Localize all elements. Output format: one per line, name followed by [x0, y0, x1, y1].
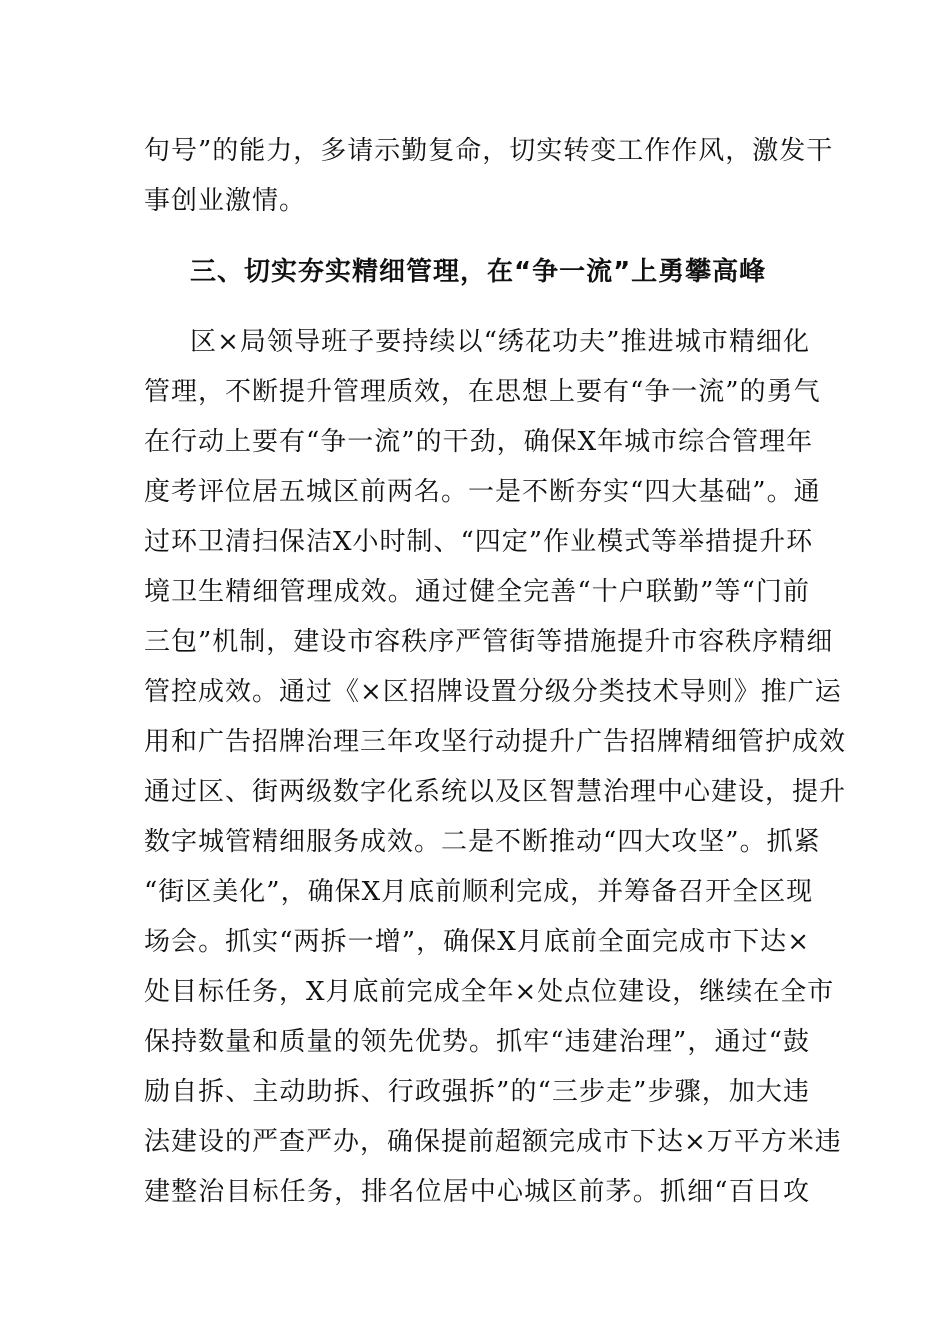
text-line: 场会。抓实“两拆一增”，确保X月底前全面完成市下达× — [144, 927, 810, 957]
text-line: 管理，不断提升管理质效，在思想上要有“争一流”的勇气 — [144, 377, 821, 407]
document-page — [144, 126, 847, 1217]
text-line: 管控成效。通过《×区招牌设置分级分类技术导则》推广运 — [144, 677, 842, 707]
text-line: 建整治目标任务，排名位居中心城区前茅。抓细“百日攻 — [144, 1177, 810, 1207]
text-line: 励自拆、主动助拆、行政强拆”的“三步走”步骤，加大违 — [144, 1077, 810, 1107]
text-line: 数字城管精细服务成效。二是不断推动“四大攻坚”。抓紧 — [144, 827, 821, 857]
text-line: 过环卫清扫保洁X小时制、“四定”作业模式等举措提升环 — [144, 527, 814, 557]
text-line: 境卫生精细管理成效。通过健全完善“十户联勤”等“门前 — [144, 577, 810, 607]
section-heading: 三、切实夯实精细管理，在“争一流”上勇攀高峰 — [190, 257, 767, 287]
text-line: 用和广告招牌治理三年攻坚行动提升广告招牌精细管护成效 — [144, 727, 847, 757]
text-line: 处目标任务，X月底前完成全年×处点位建设，继续在全市 — [144, 977, 835, 1007]
body-paragraph — [144, 317, 847, 1217]
text-line: 事创业激情。 — [144, 186, 307, 216]
text-line: “街区美化”，确保X月底前顺利完成，并筹备召开全区现 — [144, 877, 814, 907]
text-line: 区×局领导班子要持续以“绣花功夫”推进城市精细化 — [190, 327, 810, 357]
text-line: 度考评位居五城区前两名。一是不断夯实“四大基础”。通 — [144, 477, 821, 507]
text-line: 通过区、街两级数字化系统以及区智慧治理中心建设，提升 — [144, 777, 847, 807]
text-line: 句号”的能力，多请示勤复命，切实转变工作作风，激发干 — [144, 136, 834, 166]
text-line: 在行动上要有“争一流”的干劲，确保X年城市综合管理年 — [144, 427, 814, 457]
text-line: 保持数量和质量的领先优势。抓牢“违建治理”，通过“鼓 — [144, 1027, 810, 1057]
text-line: 法建设的严查严办，确保提前超额完成市下达×万平方米违 — [144, 1127, 842, 1157]
text-line: 三包”机制，建设市容秩序严管街等措施提升市容秩序精细 — [144, 627, 834, 657]
